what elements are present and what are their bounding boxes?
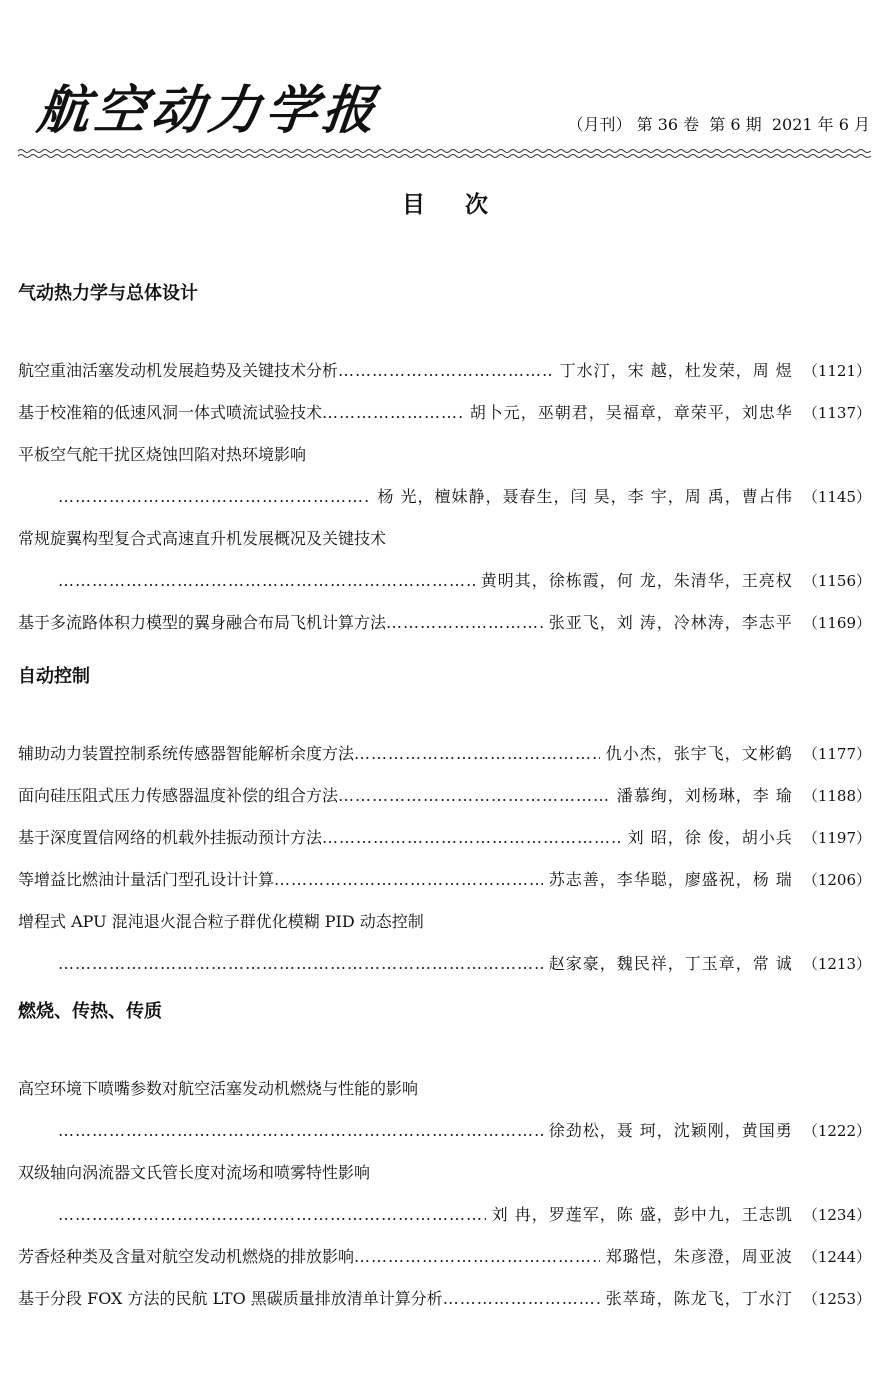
toc-entry[interactable] (18, 392, 871, 434)
toc-entry[interactable] (18, 1278, 871, 1320)
entry-authors: 刘 冉，罗莲军，陈 盛，彭中九，王志凯 (491, 1205, 793, 1224)
entry-authors: 张萃琦，陈龙飞，丁水汀 (605, 1289, 793, 1308)
entry-title[interactable]: 基于多流路体积力模型的翼身融合布局飞机计算方法 (18, 613, 387, 632)
entry-page: （1145） (802, 488, 871, 506)
entry-title[interactable]: 辅助动力装置控制系统传感器智能解析余度方法 (18, 744, 355, 763)
entry-page: （1188） (802, 787, 871, 805)
toc-entry[interactable] (18, 434, 871, 518)
entry-title[interactable]: 增程式 APU 混沌退火混合粒子群优化模糊 PID 动态控制 (18, 912, 424, 931)
entry-title[interactable]: 等增益比燃油计量活门型孔设计计算 (18, 870, 275, 889)
entry-title[interactable]: 航空重油活塞发动机发展趋势及关键技术分析 (18, 361, 339, 380)
dot-leader (274, 859, 543, 901)
dot-leader (58, 943, 543, 985)
entry-page: （1156） (802, 572, 871, 590)
entry-authors: 胡卜元，巫朝君，吴福章，章荣平，刘忠华 (469, 403, 793, 422)
entry-authors: 张亚飞，刘 涛，冷林涛，李志平 (548, 613, 793, 632)
entry-title[interactable]: 基于深度置信网络的机载外挂振动预计方法 (18, 828, 323, 847)
section-heading: 自动控制 (18, 666, 90, 687)
toc-entry[interactable] (18, 775, 871, 817)
toc-entry[interactable] (18, 901, 871, 985)
entry-page: （1234） (802, 1206, 871, 1224)
section-aero-thermo (18, 281, 871, 644)
entry-page: （1222） (802, 1122, 871, 1140)
entry-page: （1121） (802, 362, 871, 380)
dot-leader (354, 733, 600, 775)
toc-entry[interactable] (18, 1152, 871, 1236)
toc-entry[interactable] (18, 518, 871, 602)
toc-entry[interactable] (18, 859, 871, 901)
wavy-divider (18, 148, 871, 160)
toc-entry[interactable] (18, 350, 871, 392)
entry-title[interactable]: 双级轴向涡流器文氏管长度对流场和喷雾特性影响 (18, 1163, 371, 1182)
entry-authors: 潘慕绚，刘杨琳，李 瑜 (616, 786, 793, 805)
entry-authors: 赵家豪，魏民祥，丁玉章，常 诚 (548, 954, 793, 973)
dot-leader (58, 1110, 543, 1152)
issue-info: （月刊） 第 36 卷 第 6 期 2021 年 6 月 (567, 115, 870, 134)
entry-authors: 刘 昭，徐 俊，胡小兵 (627, 828, 793, 847)
entry-authors: 杨 光，檀妹静，聂春生，闫 昊，李 宇，周 禹，曹占伟 (377, 487, 793, 506)
entry-title[interactable]: 基于分段 FOX 方法的民航 LTO 黑碳质量排放清单计算分析 (18, 1289, 443, 1308)
entry-authors: 苏志善，李华聪，廖盛祝，杨 瑞 (548, 870, 793, 889)
dot-leader (338, 350, 554, 392)
toc-entry[interactable] (18, 817, 871, 859)
section-heading: 燃烧、传热、传质 (18, 1001, 162, 1022)
entry-page: （1137） (802, 404, 871, 422)
toc-entry[interactable] (18, 1236, 871, 1278)
toc-title: 目次 (402, 192, 528, 218)
section-combustion (18, 999, 871, 1320)
entry-page: （1206） (802, 871, 871, 889)
entry-page: （1244） (802, 1248, 871, 1266)
toc-entry[interactable] (18, 733, 871, 775)
entry-authors: 丁水汀，宋 越，杜发荣，周 煜 (559, 361, 793, 380)
entry-title[interactable]: 常规旋翼构型复合式高速直升机发展概况及关键技术 (18, 529, 387, 548)
section-automatic-control (18, 664, 871, 985)
dot-leader (58, 1194, 486, 1236)
dot-leader (386, 602, 543, 644)
entry-page: （1177） (802, 745, 871, 763)
entry-authors: 仇小杰，张宇飞，文彬鹤 (605, 744, 793, 763)
section-heading: 气动热力学与总体设计 (18, 283, 198, 304)
dot-leader (338, 775, 611, 817)
dot-leader (322, 392, 464, 434)
entry-authors: 徐劲松，聂 珂，沈颖刚，黄国勇 (548, 1121, 793, 1140)
dot-leader (322, 817, 622, 859)
entry-title[interactable]: 平板空气舵干扰区烧蚀凹陷对热环境影响 (18, 445, 307, 464)
dot-leader (58, 560, 475, 602)
entry-page: （1197） (802, 829, 871, 847)
dot-leader (443, 1278, 600, 1320)
entry-page: （1213） (802, 955, 871, 973)
entry-page: （1169） (802, 614, 871, 632)
entry-title[interactable]: 基于校准箱的低速风洞一体式喷流试验技术 (18, 403, 323, 422)
dot-leader (58, 476, 371, 518)
entry-title[interactable]: 芳香烃种类及含量对航空发动机燃烧的排放影响 (18, 1247, 355, 1266)
dot-leader (354, 1236, 600, 1278)
entry-page: （1253） (802, 1290, 871, 1308)
entry-authors: 黄明其，徐栋霞，何 龙，朱清华，王亮权 (480, 571, 793, 590)
entry-title[interactable]: 面向硅压阻式压力传感器温度补偿的组合方法 (18, 786, 339, 805)
toc-entry[interactable] (18, 1068, 871, 1152)
entry-authors: 郑璐恺，朱彦澄，周亚波 (605, 1247, 793, 1266)
journal-title: 航空动力学报 (34, 80, 383, 141)
entry-title[interactable]: 高空环境下喷嘴参数对航空活塞发动机燃烧与性能的影响 (18, 1079, 419, 1098)
toc-entry[interactable] (18, 602, 871, 644)
